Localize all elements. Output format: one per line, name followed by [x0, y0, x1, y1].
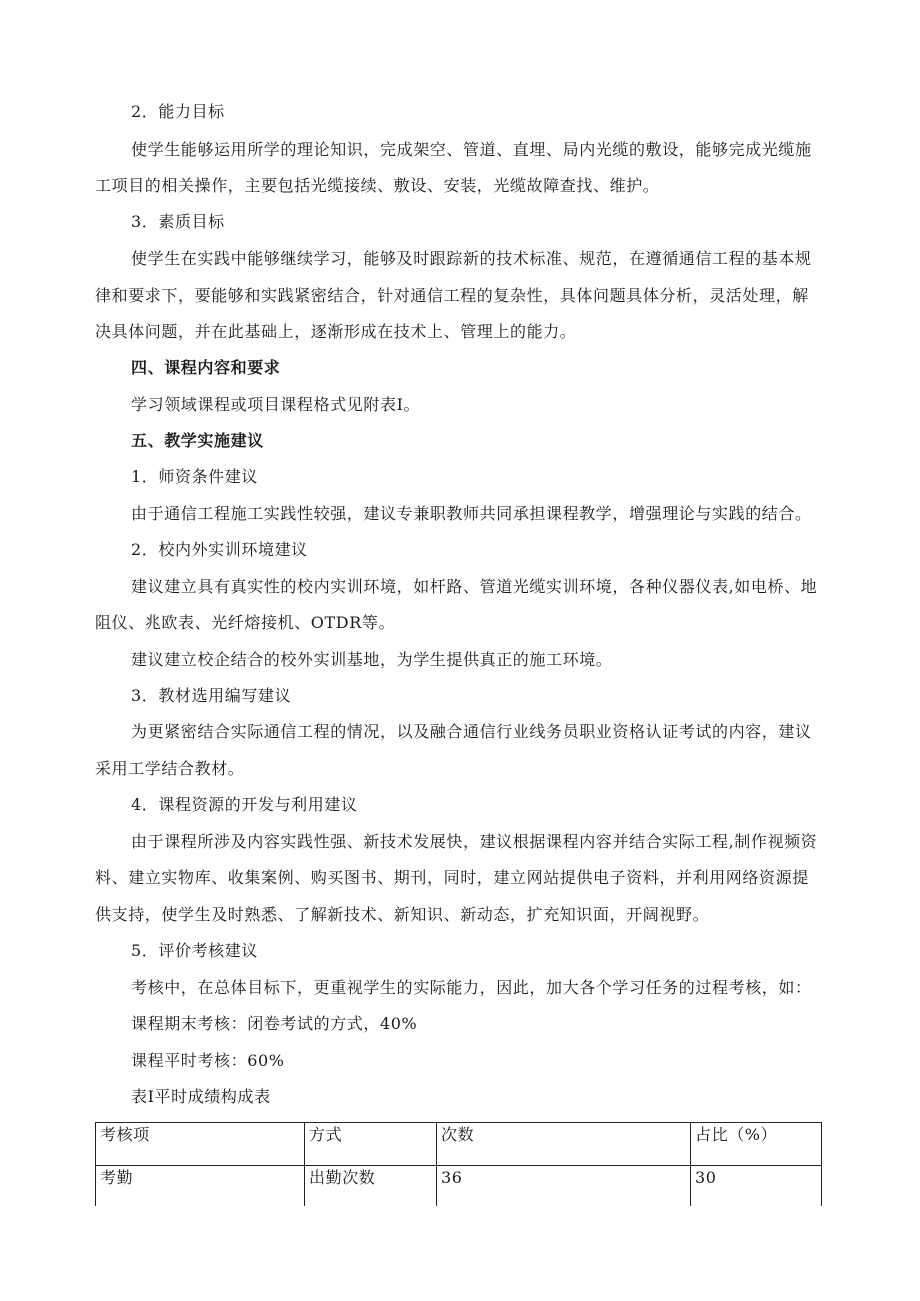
subsection-heading: 3．素质目标	[131, 212, 225, 231]
subsection-heading: 5．评价考核建议	[131, 941, 258, 960]
table-header-cell: 次数	[437, 1123, 691, 1166]
paragraph-line: 学习领域课程或项目课程格式见附表Ⅰ。	[131, 395, 421, 414]
paragraph-line: 供支持，使学生及时熟悉、了解新技术、新知识、新动态，扩充知识面，开阔视野。	[95, 905, 710, 924]
paragraph-line: 料、建立实物库、收集案例、购买图书、期刊，同时，建立网站提供电子资料，并利用网络资源提	[95, 868, 809, 887]
paragraph-line: 由于通信工程施工实践性较强，建议专兼职教师共同承担课程教学，增强理论与实践的结合。	[131, 504, 812, 523]
paragraph-line: 阻仪、兆欧表、光纤熔接机、OTDR等。	[95, 613, 396, 632]
subsection-heading: 2．能力目标	[131, 102, 225, 121]
table-caption: 表Ⅰ平时成绩构成表	[131, 1087, 271, 1106]
paragraph-line: 课程期末考核：闭卷考试的方式，40%	[131, 1014, 418, 1033]
table-header-row	[96, 1123, 822, 1166]
paragraph-line: 考核中，在总体目标下，更重视学生的实际能力，因此，加大各个学习任务的过程考核，如：	[131, 978, 812, 997]
paragraph-line: 建议建立具有真实性的校内实训环境，如杆路、管道光缆实训环境，各种仪器仪表,如电桥、地	[131, 577, 818, 596]
table-cell: 考勤	[96, 1166, 305, 1207]
paragraph-line: 使学生能够运用所学的理论知识，完成架空、管道、直埋、局内光缆的敷设，能够完成光缆施	[131, 140, 812, 159]
table-row	[96, 1166, 822, 1207]
paragraph-line: 律和要求下，要能够和实践紧密结合，针对通信工程的复杂性，具体问题具体分析，灵活处理，解	[95, 286, 809, 305]
subsection-heading: 4．课程资源的开发与利用建议	[131, 795, 358, 814]
table-header-cell: 考核项	[96, 1123, 305, 1166]
table-header-cell: 方式	[305, 1123, 437, 1166]
table-header-cell: 占比（%）	[691, 1123, 822, 1166]
paragraph-line: 使学生在实践中能够继续学习，能够及时跟踪新的技术标准、规范，在遵循通信工程的基本规	[131, 249, 812, 268]
paragraph-line: 工项目的相关操作，主要包括光缆接续、敷设、安装，光缆故障查找、维护。	[95, 176, 660, 195]
subsection-heading: 3．教材选用编写建议	[131, 686, 292, 705]
table-cell: 30	[691, 1166, 822, 1207]
section-heading: 五、教学实施建议	[131, 431, 264, 450]
paragraph-line: 课程平时考核：60%	[131, 1051, 285, 1070]
score-composition-table	[95, 1122, 822, 1206]
subsection-heading: 1．师资条件建议	[131, 467, 258, 486]
table-cell: 出勤次数	[305, 1166, 437, 1207]
table-cell: 36	[437, 1166, 691, 1207]
paragraph-line: 为更紧密结合实际通信工程的情况，以及融合通信行业线务员职业资格认证考试的内容，建议	[131, 722, 812, 741]
subsection-heading: 2．校内外实训环境建议	[131, 540, 308, 559]
section-heading: 四、课程内容和要求	[131, 358, 281, 377]
paragraph-line: 建议建立校企结合的校外实训基地，为学生提供真正的施工环境。	[131, 650, 613, 669]
paragraph-line: 决具体问题，并在此基础上，逐渐形成在技术上、管理上的能力。	[95, 322, 577, 341]
paragraph-line: 由于课程所涉及内容实践性强、新技术发展快，建议根据课程内容并结合实际工程,制作视频资	[131, 832, 818, 851]
paragraph-line: 采用工学结合教材。	[95, 759, 245, 778]
